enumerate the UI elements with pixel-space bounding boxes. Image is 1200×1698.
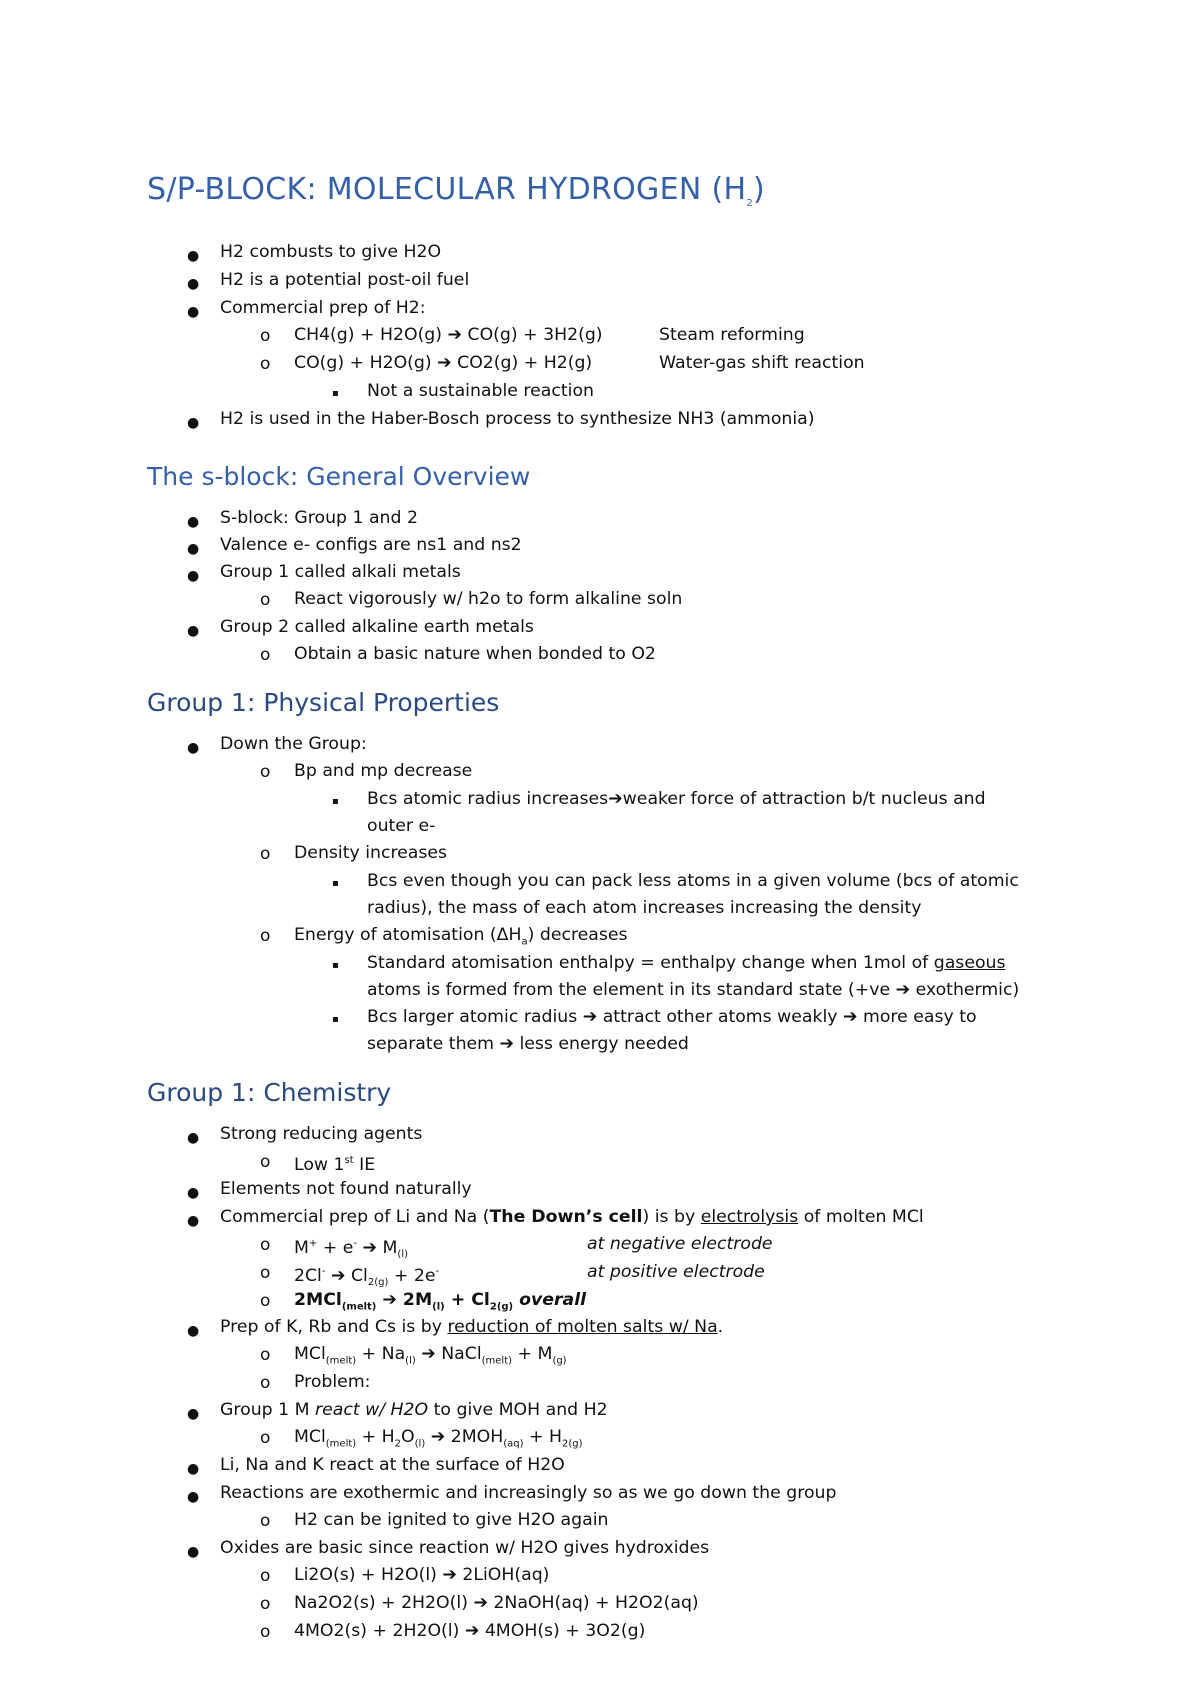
- sub-bullet-icon: o: [260, 926, 271, 946]
- bullet-icon: ●: [187, 304, 200, 320]
- bullet-icon: ●: [187, 1544, 200, 1560]
- arrow-icon: ➔: [473, 1593, 488, 1613]
- section-title-molecular-hydrogen: S/P-BLOCK: MOLECULAR HYDROGEN $(H_2)$: [147, 172, 765, 209]
- list-item: S-block: Group 1 and 2: [220, 508, 418, 528]
- arrow-icon: ➔: [608, 789, 623, 809]
- bullet-icon: ●: [187, 276, 200, 292]
- bullet-icon: ●: [187, 514, 200, 530]
- list-item: H2 is a potential post-oil fuel: [220, 270, 470, 290]
- bullet-icon: ●: [187, 415, 200, 431]
- sub-bullet-icon: o: [260, 1291, 271, 1311]
- list-item: Density increases: [294, 843, 448, 863]
- list-item-continuation: separate them ➔ less energy needed: [367, 1034, 689, 1054]
- bullet-icon: ●: [187, 248, 200, 264]
- list-item-continuation: radius), the mass of each atom increases increasing the density: [367, 898, 922, 918]
- sub-bullet-icon: o: [260, 844, 271, 864]
- equation-note: at negative electrode: [587, 1234, 773, 1254]
- list-item-continuation: outer e-: [367, 816, 436, 836]
- arrow-icon: ➔: [442, 1565, 457, 1585]
- sub-bullet-icon: o: [260, 590, 271, 610]
- list-item: Bcs even though you can pack less atoms in a given volume (bcs of atomic: [367, 871, 1019, 891]
- equation-positive-electrode: 2Cl- ➔ $Cl_{2(g)} + 2e^-$: [294, 1265, 440, 1289]
- bullet-icon: ●: [187, 1213, 200, 1229]
- bullet-icon: ●: [187, 1185, 200, 1201]
- list-item: Low 1st IE: [294, 1154, 376, 1175]
- list-item: Problem:: [294, 1372, 371, 1392]
- square-bullet-icon: ▪: [332, 878, 339, 889]
- equation-steam-reforming: CH4(g) + H2O(g) ➔ CO(g) + 3H2(g): [294, 325, 603, 345]
- bullet-icon: ●: [187, 1489, 200, 1505]
- sub-bullet-icon: o: [260, 1622, 271, 1642]
- sub-bullet-icon: o: [260, 1594, 271, 1614]
- equation-superoxide: 4MO2(s) + 2H2O(l) ➔ 4MOH(s) + 3O2(g): [294, 1621, 646, 1641]
- list-item: Bcs larger atomic radius ➔ attract other atoms weakly ➔ more easy to: [367, 1007, 977, 1027]
- sub-bullet-icon: o: [260, 1373, 271, 1393]
- list-item: Bp and mp decrease: [294, 761, 473, 781]
- list-item: Valence e- configs are ns1 and ns2: [220, 535, 522, 555]
- equation-note: Steam reforming: [659, 325, 805, 345]
- sub-bullet-icon: o: [260, 1428, 271, 1448]
- square-bullet-icon: ▪: [332, 796, 339, 807]
- list-item: Group 1 M react w/ H2O to give MOH and H2: [220, 1400, 608, 1420]
- sub-bullet-icon: o: [260, 1152, 271, 1172]
- square-bullet-icon: ▪: [332, 1014, 339, 1025]
- arrow-icon: ➔: [582, 1007, 598, 1027]
- section-title-s-block-overview: The s-block: General Overview: [147, 462, 531, 491]
- list-item: Not a sustainable reaction: [367, 381, 594, 401]
- list-item: Li, Na and K react at the surface of H2O: [220, 1455, 565, 1475]
- arrow-icon: ➔: [330, 1265, 346, 1286]
- equation-note: Water-gas shift reaction: [659, 353, 865, 373]
- list-item: Commercial prep of Li and Na (The Down’s cell) is by electrolysis of molten MCl: [220, 1207, 924, 1227]
- bullet-icon: ●: [187, 541, 200, 557]
- section-title-physical-properties: Group 1: Physical Properties: [147, 688, 500, 717]
- list-item: H2 is used in the Haber-Bosch process to synthesize NH3 (ammonia): [220, 409, 815, 429]
- equation-water-gas-shift: CO(g) + H2O(g) ➔ CO2(g) + H2(g): [294, 353, 593, 373]
- sub-bullet-icon: o: [260, 645, 271, 665]
- list-item: Group 1 called alkali metals: [220, 562, 461, 582]
- square-bullet-icon: ▪: [332, 960, 339, 971]
- arrow-icon: ➔: [895, 980, 911, 1000]
- arrow-icon: ➔: [499, 1034, 514, 1054]
- bullet-icon: ●: [187, 623, 200, 639]
- sub-bullet-icon: o: [260, 762, 271, 782]
- sub-bullet-icon: o: [260, 354, 271, 374]
- bullet-icon: ●: [187, 1406, 200, 1422]
- arrow-icon: ➔: [843, 1007, 858, 1027]
- list-item: Bcs atomic radius increases➔weaker force of attraction b/t nucleus and: [367, 789, 986, 809]
- bullet-icon: ●: [187, 1130, 200, 1146]
- square-bullet-icon: ▪: [332, 388, 339, 399]
- bullet-icon: ●: [187, 740, 200, 756]
- list-item: H2 combusts to give H2O: [220, 242, 442, 262]
- list-item: Oxides are basic since reaction w/ H2O gives hydroxides: [220, 1538, 710, 1558]
- list-item: Prep of K, Rb and Cs is by reduction of molten salts w/ Na.: [220, 1317, 724, 1337]
- list-item: Group 2 called alkaline earth metals: [220, 617, 534, 637]
- equation-hydroxide: $MCl_{(melt)} + H_2O_{(l)}$ ➔ $2MOH_{(aq)} + H_{2(g)}$: [294, 1427, 583, 1450]
- sub-bullet-icon: o: [260, 1263, 271, 1283]
- sub-bullet-icon: o: [260, 1566, 271, 1586]
- arrow-icon: ➔: [447, 325, 463, 345]
- arrow-icon: ➔: [421, 1344, 436, 1364]
- sub-bullet-icon: o: [260, 1235, 271, 1255]
- list-item: Strong reducing agents: [220, 1124, 423, 1144]
- list-item: Elements not found naturally: [220, 1179, 472, 1199]
- equation-overall: 2MCl$_{(melt)}$ ➔ $2M_{(l)} + Cl_{2(g)}$ overall: [294, 1290, 587, 1313]
- list-item-continuation: atoms is formed from the element in its standard state (+ve ➔ exothermic): [367, 980, 1020, 1000]
- list-item: Standard atomisation enthalpy = enthalpy change when 1mol of gaseous: [367, 953, 1006, 973]
- equation-peroxide: Na2O2(s) + 2H2O(l) ➔ 2NaOH(aq) + H2O2(aq): [294, 1593, 699, 1613]
- equation-note: at positive electrode: [587, 1262, 765, 1282]
- equation-negative-electrode: M+ + e- ➔ $M_{(l)}$: [294, 1237, 409, 1261]
- arrow-icon: ➔: [362, 1237, 378, 1258]
- bullet-icon: ●: [187, 1461, 200, 1477]
- arrow-icon: ➔: [437, 353, 452, 373]
- list-item: Reactions are exothermic and increasingly so as we go down the group: [220, 1483, 837, 1503]
- list-item: React vigorously w/ h2o to form alkaline soln: [294, 589, 683, 609]
- section-title-chemistry: Group 1: Chemistry: [147, 1078, 392, 1107]
- sub-bullet-icon: o: [260, 1511, 271, 1531]
- list-item: Down the Group:: [220, 734, 367, 754]
- list-item: Commercial prep of H2:: [220, 298, 426, 318]
- arrow-icon: ➔: [430, 1427, 446, 1447]
- equation-oxide: Li2O(s) + H2O(l) ➔ 2LiOH(aq): [294, 1565, 550, 1585]
- arrow-icon: ➔: [382, 1290, 397, 1310]
- list-item: Energy of atomisation $(\Delta H_a)$ decreases: [294, 925, 628, 948]
- list-item: Obtain a basic nature when bonded to O2: [294, 644, 656, 664]
- equation-reduction: $MCl_{(melt)} + Na_{(l)}$ ➔ NaCl$_{(melt)}$ + $M_{(g)}$: [294, 1344, 567, 1367]
- bullet-icon: ●: [187, 568, 200, 584]
- sub-bullet-icon: o: [260, 1345, 271, 1365]
- arrow-icon: ➔: [464, 1621, 480, 1641]
- bullet-icon: ●: [187, 1323, 200, 1339]
- sub-bullet-icon: o: [260, 326, 271, 346]
- list-item: H2 can be ignited to give H2O again: [294, 1510, 609, 1530]
